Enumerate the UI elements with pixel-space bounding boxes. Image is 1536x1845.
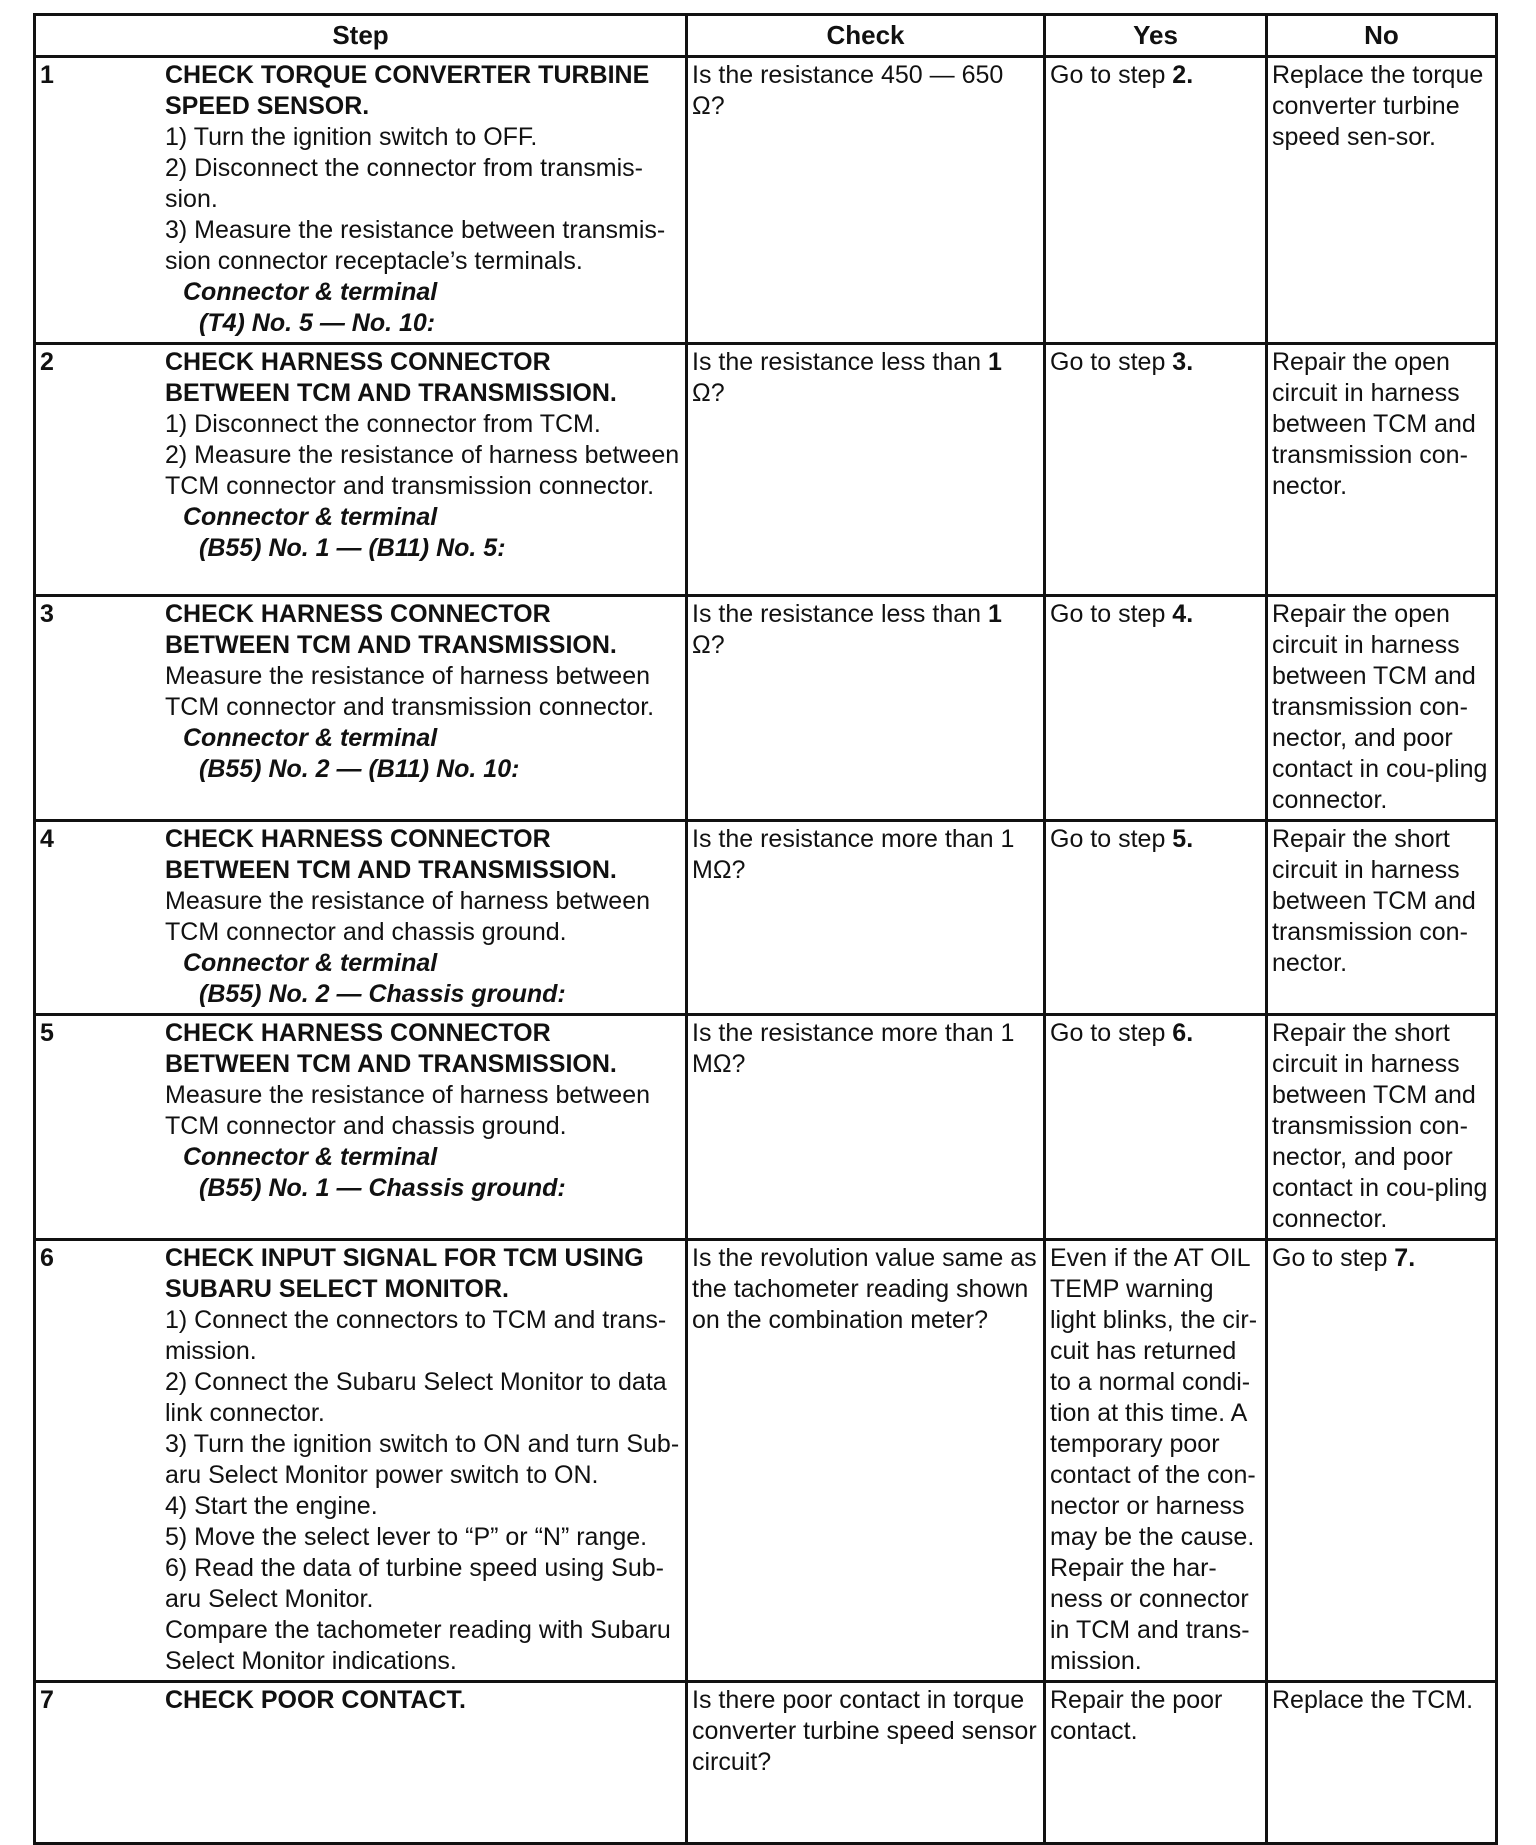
yes-step-ref: 5. (1172, 825, 1194, 853)
table-row (35, 1682, 1497, 1844)
table-row (35, 821, 1497, 1015)
check-text: Is the resistance less than (692, 600, 988, 628)
step-instruction: 1) Disconnect the connector from TCM. (165, 410, 601, 438)
connector-terminal-value: (T4) No. 5 — No. 10: (199, 309, 436, 337)
step-instruction: Measure the resistance of harness between TCM connector and transmission connector. (165, 662, 655, 721)
step-instruction: 1) Connect the connectors to TCM and trans-mission. (165, 1306, 667, 1365)
step-instruction: 2) Connect the Subaru Select Monitor to data link connector. (165, 1368, 667, 1427)
yes-cell: Repair the poor contact. (1045, 1682, 1267, 1844)
step-cell (35, 1682, 687, 1844)
connector-terminal-value: (B55) No. 1 — (B11) No. 5: (199, 534, 506, 562)
table-row (35, 57, 1497, 344)
step-instruction: 2) Disconnect the connector from transmis-sion. (165, 154, 643, 213)
step-number: 3 (40, 600, 54, 628)
check-value: 1 (987, 600, 1002, 628)
no-cell: Repair the open circuit in harness between TCM and transmission con-nector, and poor contact in cou-pling connector. (1267, 596, 1497, 821)
no-cell: Replace the TCM. (1267, 1682, 1497, 1844)
connector-terminal-value: (B55) No. 2 — (B11) No. 10: (199, 755, 520, 783)
step-title: CHECK INPUT SIGNAL FOR TCM USING SUBARU SELECT MONITOR. (165, 1244, 644, 1303)
step-title: CHECK HARNESS CONNECTOR BETWEEN TCM AND TRANSMISSION. (165, 825, 617, 884)
step-instruction: Measure the resistance of harness between TCM connector and chassis ground. (165, 1081, 650, 1140)
connector-terminal-label: Connector & terminal (183, 503, 438, 531)
no-cell: Replace the torque converter turbine speed sen-sor. (1267, 57, 1497, 344)
step-instruction: 2) Measure the resistance of harness between TCM connector and transmission connector. (165, 441, 680, 500)
connector-terminal-value: (B55) No. 1 — Chassis ground: (199, 1174, 566, 1202)
check-cell: Is there poor contact in torque converter turbine speed sensor circuit? (687, 1682, 1045, 1844)
step-title: CHECK TORQUE CONVERTER TURBINE SPEED SENSOR. (165, 61, 650, 120)
no-cell (1267, 1240, 1497, 1682)
header-step: Step (35, 15, 687, 57)
yes-text: Go to step (1050, 61, 1173, 89)
step-title: CHECK HARNESS CONNECTOR BETWEEN TCM AND TRANSMISSION. (165, 600, 617, 659)
step-cell (35, 596, 687, 821)
yes-cell (1045, 1015, 1267, 1240)
check-unit: Ω? (692, 379, 725, 407)
step-instruction: 4) Start the engine. (165, 1492, 378, 1520)
yes-text: Go to step (1050, 1019, 1173, 1047)
yes-step-ref: 6. (1172, 1019, 1194, 1047)
step-instruction: Measure the resistance of harness between TCM connector and chassis ground. (165, 887, 650, 946)
header-row (35, 15, 1497, 57)
step-number: 4 (40, 825, 54, 853)
yes-cell: Even if the AT OIL TEMP warning light blinks, the cir-cuit has returned to a normal condi-tion at this time. A temporary poor contact of the con-nector or harness may be the cause. Repair the har-ness or connector in TCM and trans-mission. (1045, 1240, 1267, 1682)
yes-cell (1045, 57, 1267, 344)
step-cell (35, 57, 687, 344)
step-instruction: 1) Turn the ignition switch to OFF. (165, 123, 538, 151)
step-instruction: Compare the tachometer reading with Subaru Select Monitor indications. (165, 1616, 671, 1675)
check-cell: Is the resistance 450 — 650 Ω? (687, 57, 1045, 344)
diagnostic-table (33, 13, 1498, 1845)
yes-text: Go to step (1050, 348, 1173, 376)
no-cell: Repair the short circuit in harness between TCM and transmission con-nector. (1267, 821, 1497, 1015)
yes-step-ref: 2. (1172, 61, 1194, 89)
check-value: 1 (987, 348, 1002, 376)
no-step-ref: 7. (1394, 1244, 1416, 1272)
step-number: 1 (40, 61, 54, 89)
yes-cell (1045, 596, 1267, 821)
check-cell (687, 596, 1045, 821)
step-number: 5 (40, 1019, 54, 1047)
no-text: Go to step (1272, 1244, 1395, 1272)
step-title: CHECK HARNESS CONNECTOR BETWEEN TCM AND TRANSMISSION. (165, 1019, 617, 1078)
check-text: Is the resistance less than (692, 348, 988, 376)
step-title: CHECK POOR CONTACT. (165, 1686, 466, 1714)
step-cell (35, 821, 687, 1015)
table-row (35, 596, 1497, 821)
yes-step-ref: 3. (1172, 348, 1194, 376)
header-no: No (1267, 15, 1497, 57)
step-instruction: 6) Read the data of turbine speed using Sub-aru Select Monitor. (165, 1554, 664, 1613)
step-cell (35, 1015, 687, 1240)
check-cell: Is the revolution value same as the tachometer reading shown on the combination meter? (687, 1240, 1045, 1682)
connector-terminal-label: Connector & terminal (183, 949, 438, 977)
step-cell (35, 1240, 687, 1682)
step-number: 2 (40, 348, 54, 376)
yes-text: Go to step (1050, 825, 1173, 853)
check-cell (687, 344, 1045, 596)
check-unit: Ω? (692, 631, 725, 659)
check-cell: Is the resistance more than 1 MΩ? (687, 1015, 1045, 1240)
no-cell: Repair the short circuit in harness between TCM and transmission con-nector, and poor contact in cou-pling connector. (1267, 1015, 1497, 1240)
table-row (35, 344, 1497, 596)
connector-terminal-label: Connector & terminal (183, 278, 438, 306)
yes-cell (1045, 821, 1267, 1015)
table-row (35, 1015, 1497, 1240)
no-cell: Repair the open circuit in harness between TCM and transmission con-nector. (1267, 344, 1497, 596)
yes-text: Go to step (1050, 600, 1173, 628)
header-yes: Yes (1045, 15, 1267, 57)
yes-step-ref: 4. (1172, 600, 1194, 628)
step-number: 6 (40, 1244, 54, 1272)
step-number: 7 (40, 1686, 54, 1714)
header-check: Check (687, 15, 1045, 57)
step-cell (35, 344, 687, 596)
connector-terminal-label: Connector & terminal (183, 1143, 438, 1171)
step-instruction: 5) Move the select lever to “P” or “N” range. (165, 1523, 648, 1551)
check-cell: Is the resistance more than 1 MΩ? (687, 821, 1045, 1015)
table-row (35, 1240, 1497, 1682)
step-instruction: 3) Measure the resistance between transmis-sion connector receptacle’s terminals. (165, 216, 666, 275)
connector-terminal-label: Connector & terminal (183, 724, 438, 752)
step-title: CHECK HARNESS CONNECTOR BETWEEN TCM AND TRANSMISSION. (165, 348, 617, 407)
connector-terminal-value: (B55) No. 2 — Chassis ground: (199, 980, 566, 1008)
step-instruction: 3) Turn the ignition switch to ON and turn Sub-aru Select Monitor power switch to ON. (165, 1430, 680, 1489)
yes-cell (1045, 344, 1267, 596)
